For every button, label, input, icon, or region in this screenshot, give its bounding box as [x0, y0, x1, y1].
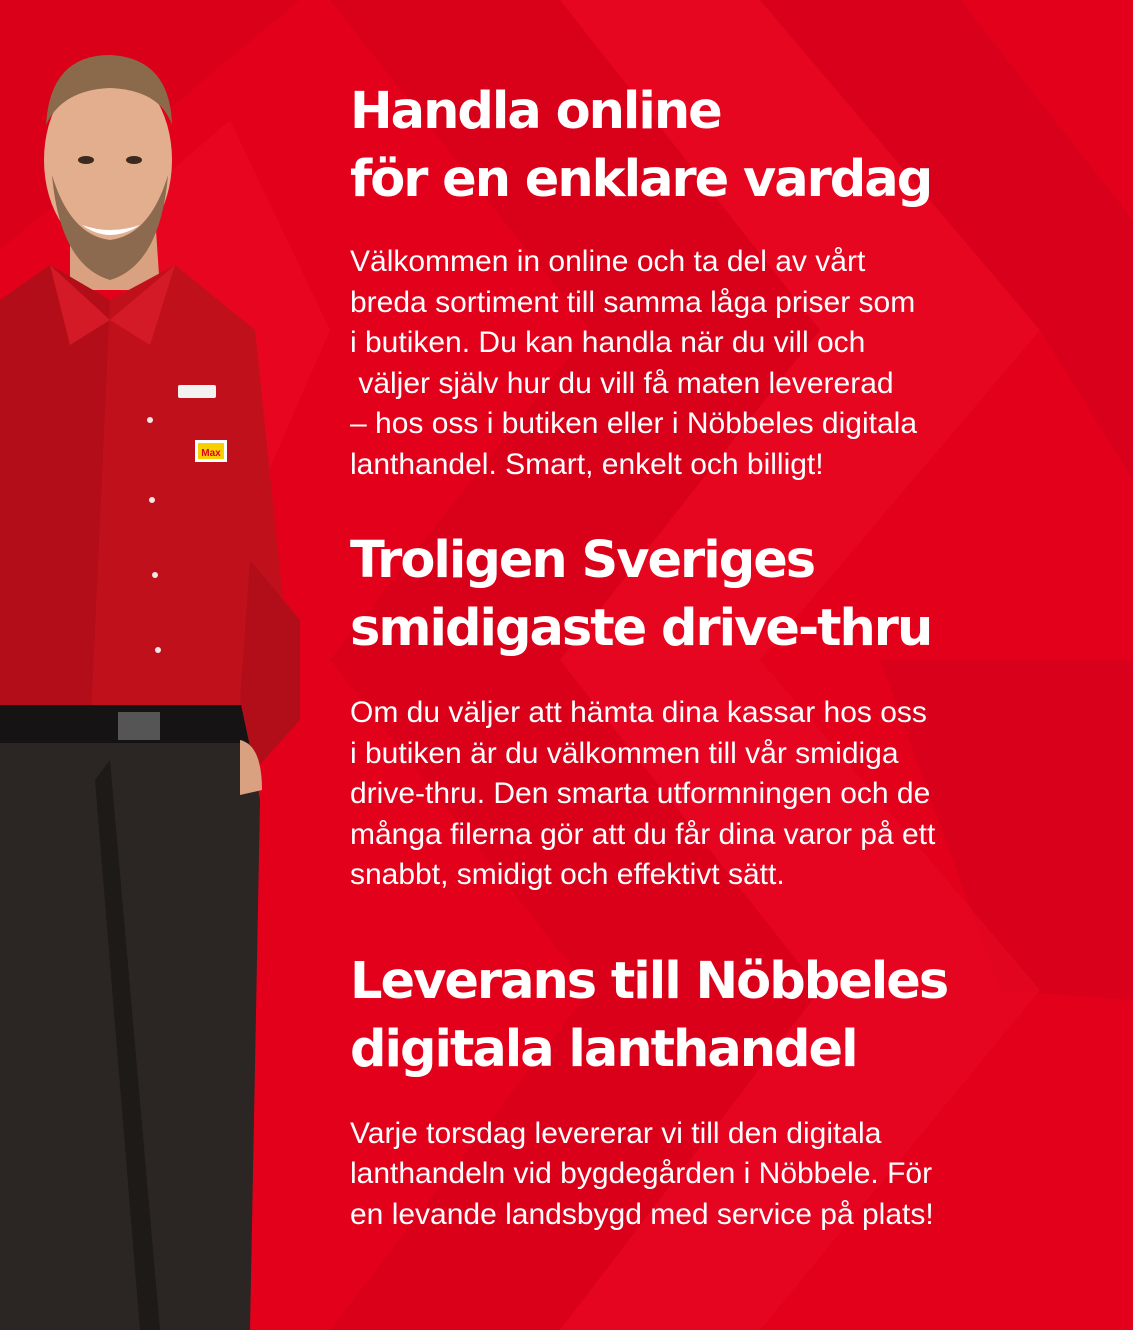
- text-line: Om du väljer att hämta dina kassar hos oss: [350, 696, 927, 729]
- paragraph-delivery: [350, 1114, 1110, 1236]
- text-line: i butiken. Du kan handla när du vill och: [350, 326, 866, 359]
- text-line: en levande landsbygd med service på plats!: [350, 1197, 934, 1231]
- text-line: lanthandel. Smart, enkelt och billigt!: [350, 447, 824, 481]
- heading-line: smidigaste drive-thru: [350, 599, 932, 658]
- heading-drive-thru: [350, 527, 1110, 663]
- text-line: väljer själv hur du vill få maten levererad: [350, 366, 894, 400]
- text-line: många filerna gör att du får dina varor på ett: [350, 817, 936, 851]
- heading-line: Handla online: [350, 82, 721, 141]
- section-drive-thru: [350, 527, 1110, 896]
- text-line: breda sortiment till samma låga priser som: [350, 285, 916, 319]
- text-line: Varje torsdag levererar vi till den digitala: [350, 1116, 882, 1150]
- paragraph-drive-thru: [350, 693, 1110, 896]
- heading-line: Troligen Sveriges: [350, 531, 815, 590]
- paragraph-online-shopping: [350, 242, 1110, 485]
- heading-line: för en enklare vardag: [350, 150, 932, 209]
- heading-online-shopping: [350, 78, 1110, 214]
- heading-line: digitala lanthandel: [350, 1019, 857, 1079]
- text-line: drive-thru. Den smarta utformningen och de: [350, 777, 931, 810]
- text-line: i butiken är du välkommen till vår smidiga: [350, 736, 899, 770]
- text-line: lanthandeln vid bygdegården i Nöbbele. För: [350, 1157, 933, 1190]
- section-delivery: [350, 948, 1110, 1236]
- text-line: snabbt, smidigt och effektivt sätt.: [350, 858, 785, 891]
- heading-delivery: [350, 948, 1110, 1084]
- employee-photo: [0, 0, 340, 1330]
- section-online-shopping: [350, 78, 1110, 485]
- text-line: Välkommen in online och ta del av vårt: [350, 245, 866, 278]
- heading-line: Leverans till Nöbbeles: [350, 951, 948, 1011]
- content-column: [350, 78, 1110, 1235]
- text-line: – hos oss i butiken eller i Nöbbeles digitala: [350, 407, 917, 440]
- max-logo: Max: [201, 448, 221, 459]
